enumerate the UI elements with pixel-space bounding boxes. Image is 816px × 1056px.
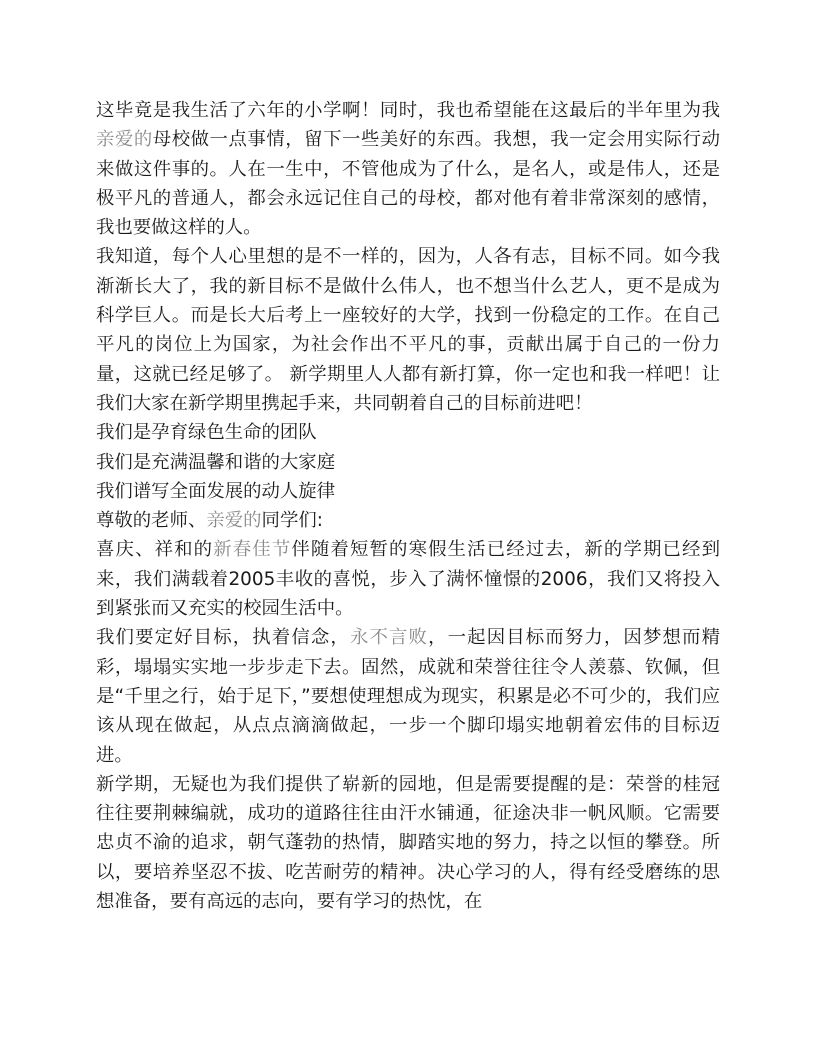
paragraph-text: 同学们:	[261, 510, 323, 532]
paragraph-text: 喜庆、祥和的	[96, 539, 214, 561]
paragraph	[96, 506, 720, 535]
paragraph-text: 我们谱写全面发展的动人旋律	[96, 480, 336, 502]
paragraph	[96, 418, 720, 447]
paragraph-text: 母校做一点事情，留下一些美好的东西。我想，我一定会用实际行动来做这件事的。人在一生中，不管他成为了什么，是名人，或是伟人，还是极平凡的普通人，都会永远记住自己的母校，都对他有着非常深刻的感情，我也要做这样的人。	[96, 129, 720, 239]
document-body	[96, 96, 720, 916]
paragraph	[96, 535, 720, 623]
paragraph-text: 新学期，无疑也为我们提供了崭新的园地，但是需要提醒的是：荣誉的桂冠往往要荆棘编就，成功的道路往往由汗水铺通，征途决非一帆风顺。它需要忠贞不渝的追求，朝气蓬勃的热情，脚踏实地的努力，持之以恒的攀登。所以，要培养坚忍不拔、吃苦耐劳的精神。决心学习的人，得有经受磨练的思想准备，要有高远的志向，要有学习的热忱，在	[96, 773, 720, 913]
paragraph	[96, 242, 720, 418]
paragraph-text: 我们是孕育绿色生命的团队	[96, 422, 317, 444]
paragraph-text: 我知道，每个人心里想的是不一样的，因为，人各有志，目标不同。如今我渐渐长大了，我的新目标不是做什么伟人，也不想当什么艺人，更不是成为科学巨人。而是长大后考上一座较好的大学，找到一份稳定的工作。在自己平凡的岗位上为国家，为社会作出不平凡的事，贡献出属于自己的一份力量，这就已经足够了。 新学期里人人都有新打算，你一定也和我一样吧！让我们大家在新学期里携起手来，共同朝着自己的目标前进吧！	[96, 246, 720, 414]
paragraph	[96, 448, 720, 477]
paragraph	[96, 96, 720, 242]
inline-link[interactable]: 永不言败	[349, 627, 429, 649]
paragraph-text: 我们要定好目标，执着信念，	[96, 627, 350, 649]
inline-link[interactable]: 亲爱的	[206, 510, 262, 532]
paragraph-text: 我们是充满温馨和谐的大家庭	[96, 451, 336, 473]
paragraph	[96, 623, 720, 769]
inline-link[interactable]: 亲爱的	[96, 129, 153, 151]
paragraph	[96, 477, 720, 506]
paragraph-text: 伴随着短暂的寒假生活已经过去，新的学期已经到来，我们满载着2005丰收的喜悦，步入了满怀憧憬的2006，我们又将投入到紧张而又充实的校园生活中。	[96, 539, 720, 620]
paragraph-text: ，一起因目标而努力，因梦想而精彩，塌塌实实地一步步走下去。固然，成就和荣誉往往令人羡慕、钦佩，但是“千里之行，始于足下，”要想使理想成为现实，积累是必不可少的，我们应该从现在做起，从点点滴滴做起，一步一个脚印塌实地朝着宏伟的目标迈进。	[96, 627, 720, 766]
paragraph-text: 尊敬的老师、	[96, 510, 207, 532]
paragraph	[96, 770, 720, 916]
inline-link[interactable]: 新春佳节	[213, 539, 292, 561]
paragraph-text: 这毕竟是我生活了六年的小学啊！同时，我也希望能在这最后的半年里为我	[96, 100, 720, 121]
